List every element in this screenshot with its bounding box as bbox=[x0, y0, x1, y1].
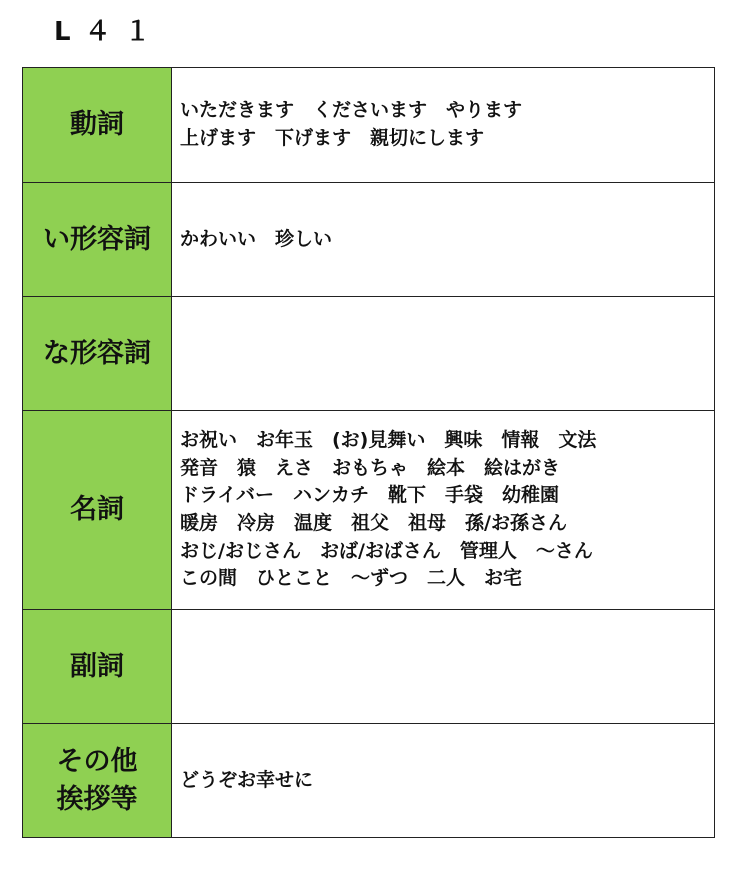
category-others bbox=[23, 724, 172, 838]
category-i-adjectives bbox=[23, 183, 172, 297]
category-na-adjectives bbox=[23, 297, 172, 411]
word-line: この間 ひとこと ～ずつ 二人 お宅 bbox=[180, 567, 523, 590]
words-na-adjectives bbox=[172, 297, 715, 411]
word-line: 上げます 下げます 親切にします bbox=[180, 127, 485, 149]
word-line: いただきます くださいます やります bbox=[180, 99, 523, 122]
category-label: 名詞 bbox=[70, 494, 124, 525]
table-row-nouns bbox=[23, 411, 715, 610]
vocabulary-table bbox=[22, 67, 715, 838]
word-line: ドライバー ハンカチ 靴下 手袋 幼稚園 bbox=[180, 484, 560, 507]
table-row-na-adjectives bbox=[23, 297, 715, 411]
category-nouns bbox=[23, 411, 172, 610]
word-line: おじ/おじさん おば/おばさん 管理人 ～さん bbox=[180, 539, 593, 562]
word-line: 発音 猿 えさ おもちゃ 絵本 絵はがき bbox=[180, 456, 561, 479]
word-line: お祝い お年玉 (お)見舞い 興味 情報 文法 bbox=[180, 429, 597, 452]
table-row-i-adjectives bbox=[23, 183, 715, 297]
words-adverbs bbox=[172, 610, 715, 724]
table-row-others bbox=[23, 724, 715, 838]
category-label: い形容詞 bbox=[43, 223, 151, 255]
category-label-line: その他 bbox=[56, 745, 138, 777]
table-row-verbs bbox=[23, 68, 715, 183]
table-row-adverbs bbox=[23, 610, 715, 724]
word-line: 暖房 冷房 温度 祖父 祖母 孫/お孫さん bbox=[180, 512, 567, 534]
category-label: な形容詞 bbox=[43, 337, 151, 369]
word-line: かわいい 珍しい bbox=[180, 227, 333, 250]
words-verbs bbox=[172, 68, 715, 183]
lesson-title: L４１ bbox=[54, 17, 165, 47]
words-nouns bbox=[172, 411, 715, 610]
category-label: 動詞 bbox=[70, 109, 124, 140]
category-adverbs bbox=[23, 610, 172, 724]
words-others bbox=[172, 724, 715, 838]
category-label-line: 挨拶等 bbox=[56, 783, 138, 815]
word-line: どうぞお幸せに bbox=[180, 768, 314, 791]
words-i-adjectives bbox=[172, 183, 715, 297]
category-verbs bbox=[23, 68, 172, 183]
category-label: 副詞 bbox=[70, 650, 124, 682]
